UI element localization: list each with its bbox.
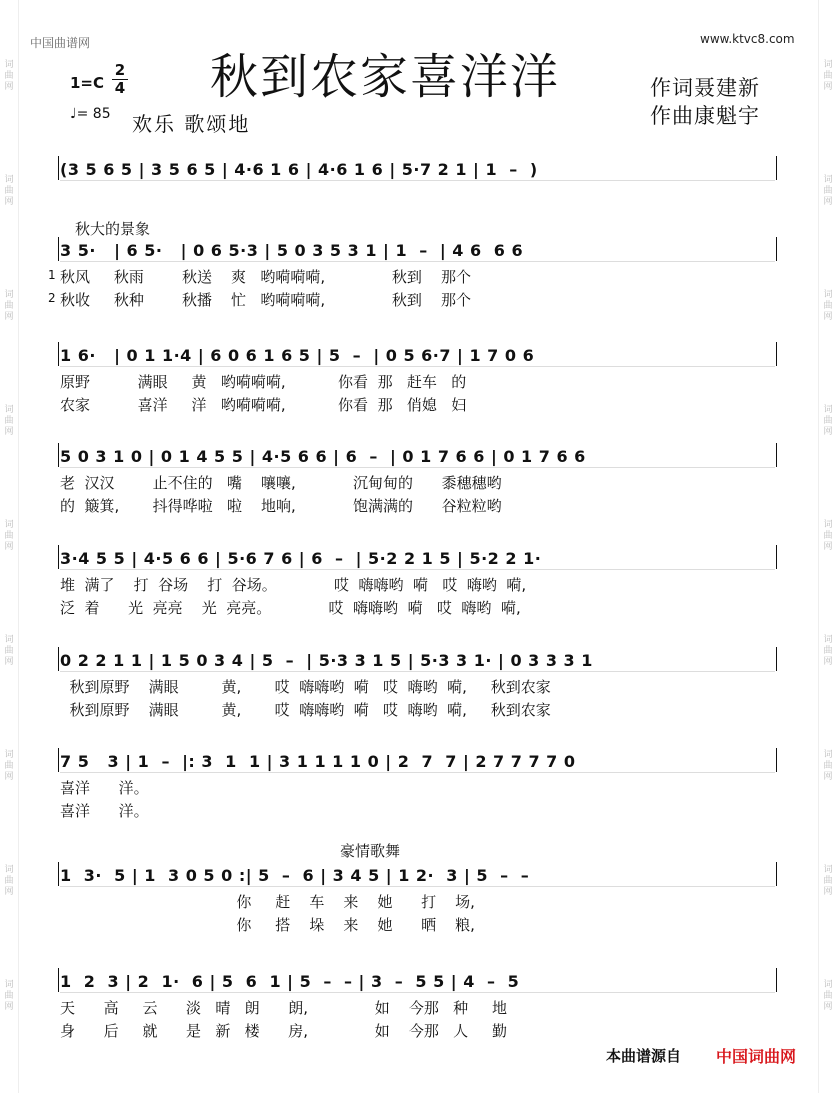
lyric-line: 堆 满了 打 谷场 打 谷场。 哎 嗨嗨哟 嗬 哎 嗨哟 嗬, <box>60 576 527 594</box>
bar-line <box>58 862 59 886</box>
time-signature <box>112 62 128 97</box>
bar-line <box>776 862 777 886</box>
margin-watermark-glyph: 曲 <box>4 416 14 426</box>
time-signature-bottom: 4 <box>114 79 126 97</box>
margin-watermark-glyph: 网 <box>4 312 14 322</box>
bar-line <box>58 968 59 992</box>
notation-line: 5 0 3 1 0 | 0 1 4 5 5 | 4·5 6 6 | 6 – | 0 1 7 6 6 | 0 1 7 6 6 <box>60 447 586 466</box>
margin-watermark-glyph: 曲 <box>4 991 14 1001</box>
lyric-line: 喜洋 洋。 <box>60 802 149 820</box>
margin-watermark-glyphs <box>3 635 15 668</box>
expression-marking: 欢乐 歌颂地 <box>132 112 251 136</box>
margin-watermark-glyph: 词 <box>4 60 14 70</box>
margin-watermark-glyph: 词 <box>823 405 833 415</box>
margin-watermark-glyph: 网 <box>4 197 14 207</box>
margin-watermark-glyph: 网 <box>4 427 14 437</box>
margin-watermark-glyph: 网 <box>823 887 833 897</box>
margin-watermark-glyphs <box>822 750 834 783</box>
system-underline <box>60 569 775 570</box>
margin-watermark-glyphs <box>3 60 15 93</box>
margin-watermark-glyph: 曲 <box>4 646 14 656</box>
margin-watermark-glyph: 词 <box>4 980 14 990</box>
margin-watermark-glyph: 词 <box>823 865 833 875</box>
lyric-line: 秋风 秋雨 秋送 爽 哟嗬嗬嗬, 秋到 那个 <box>60 268 471 286</box>
margin-watermark-glyph: 词 <box>823 60 833 70</box>
verse-number-1: 1 <box>48 268 56 282</box>
margin-watermark-glyphs <box>822 520 834 553</box>
margin-watermark-glyph: 曲 <box>823 71 833 81</box>
bar-line <box>776 443 777 467</box>
verse-number-2: 2 <box>48 291 56 305</box>
system-underline <box>60 366 775 367</box>
bar-line <box>58 647 59 671</box>
system-underline <box>60 886 775 887</box>
margin-watermark-glyph: 曲 <box>4 186 14 196</box>
margin-watermark-glyph: 词 <box>4 290 14 300</box>
margin-watermark-glyphs <box>822 60 834 93</box>
margin-watermark-glyph: 曲 <box>823 646 833 656</box>
lyric-line: 秋到原野 满眼 黄, 哎 嗨嗨哟 嗬 哎 嗨哟 嗬, 秋到农家 <box>60 678 551 696</box>
margin-watermark-glyph: 网 <box>823 542 833 552</box>
margin-watermark-glyph: 网 <box>4 887 14 897</box>
bar-line <box>58 443 59 467</box>
lyric-line: 喜洋 洋。 <box>60 779 149 797</box>
margin-watermark-glyph: 曲 <box>4 761 14 771</box>
margin-watermark-glyphs <box>822 865 834 898</box>
margin-watermark-glyph: 网 <box>823 772 833 782</box>
system-underline <box>60 261 775 262</box>
margin-watermark-glyph: 词 <box>4 750 14 760</box>
margin-watermark-glyph: 词 <box>823 175 833 185</box>
margin-watermark-glyph: 网 <box>4 1002 14 1012</box>
notation-line: 3·4 5 5 | 4·5 6 6 | 5·6 7 6 | 6 – | 5·2 2 1 5 | 5·2 2 1· <box>60 549 542 568</box>
song-title: 秋到农家喜洋洋 <box>210 49 561 105</box>
system-underline <box>60 467 775 468</box>
bar-line <box>776 156 777 180</box>
source-site-link[interactable]: 中国词曲网 <box>716 1047 797 1066</box>
margin-watermark-glyph: 曲 <box>823 761 833 771</box>
chorus-section-label: 豪情歌舞 <box>340 842 401 860</box>
margin-watermark-glyph: 网 <box>823 1002 833 1012</box>
bar-line <box>58 545 59 569</box>
time-signature-top: 2 <box>114 61 126 79</box>
bar-line <box>776 647 777 671</box>
system-underline <box>60 671 775 672</box>
margin-watermark-glyph: 曲 <box>4 301 14 311</box>
bar-line <box>58 237 59 261</box>
lyric-line: 天 高 云 淡 晴 朗 朗, 如 今那 种 地 <box>60 999 508 1017</box>
lyric-line: 老 汉汉 止不住的 嘴 嚷嚷, 沉甸甸的 黍穗穗哟 <box>60 474 502 492</box>
margin-watermark-glyph: 曲 <box>823 301 833 311</box>
margin-watermark-glyph: 曲 <box>4 71 14 81</box>
lyric-line: 泛 着 光 亮亮 光 亮亮。 哎 嗨嗨哟 嗬 哎 嗨哟 嗬, <box>60 599 521 617</box>
bar-line <box>776 748 777 772</box>
margin-watermark-glyphs <box>3 405 15 438</box>
margin-watermark-glyphs <box>3 750 15 783</box>
lyric-line: 你 赶 车 来 她 打 场, <box>60 893 475 911</box>
margin-watermark-glyph: 词 <box>4 520 14 530</box>
margin-watermark-glyph: 曲 <box>823 876 833 886</box>
lyric-line: 农家 喜洋 洋 哟嗬嗬嗬, 你看 那 俏媳 妇 <box>60 396 467 414</box>
margin-watermark-glyph: 词 <box>823 290 833 300</box>
margin-watermark-glyph: 网 <box>823 82 833 92</box>
margin-watermark-glyph: 网 <box>823 427 833 437</box>
bar-line <box>776 342 777 366</box>
bar-line <box>58 748 59 772</box>
lyric-line: 原野 满眼 黄 哟嗬嗬嗬, 你看 那 赶车 的 <box>60 373 467 391</box>
lyric-line: 身 后 就 是 新 楼 房, 如 今那 人 勤 <box>60 1022 508 1040</box>
site-url[interactable]: www.ktvc8.com <box>700 32 795 46</box>
lyric-line: 秋到原野 满眼 黄, 哎 嗨嗨哟 嗬 哎 嗨哟 嗬, 秋到农家 <box>60 701 551 719</box>
margin-watermark-glyphs <box>822 290 834 323</box>
margin-watermark-glyphs <box>822 980 834 1013</box>
margin-watermark-glyph: 曲 <box>823 186 833 196</box>
notation-line: (3 5 6 5 | 3 5 6 5 | 4·6 1 6 | 4·6 1 6 | 5·7 2 1 | 1 – ) <box>60 160 538 179</box>
margin-watermark-glyphs <box>822 635 834 668</box>
lyric-line: 你 搭 垛 来 她 晒 粮, <box>60 916 475 934</box>
margin-watermark-glyph: 网 <box>823 197 833 207</box>
margin-watermark-glyphs <box>822 175 834 208</box>
system-underline <box>60 992 775 993</box>
margin-watermark-glyph: 曲 <box>4 531 14 541</box>
lyric-line: 秋收 秋种 秋播 忙 哟嗬嗬嗬, 秋到 那个 <box>60 291 471 309</box>
bar-line <box>776 545 777 569</box>
lyricist-credit: 作词聂建新 <box>650 76 760 100</box>
bar-line <box>58 342 59 366</box>
margin-watermark-glyph: 网 <box>823 657 833 667</box>
margin-watermark-glyph: 网 <box>4 82 14 92</box>
margin-watermark-glyph: 曲 <box>823 531 833 541</box>
verse-section-label: 秋大的景象 <box>75 220 151 238</box>
margin-watermark-glyphs <box>3 290 15 323</box>
margin-watermark-glyph: 词 <box>4 865 14 875</box>
tempo-marking: ♩= 85 <box>70 106 111 122</box>
margin-watermark-glyph: 词 <box>4 405 14 415</box>
bar-line <box>776 968 777 992</box>
margin-watermark-glyphs <box>3 865 15 898</box>
margin-watermark-glyph: 词 <box>4 635 14 645</box>
bar-line <box>776 237 777 261</box>
margin-watermark-glyphs <box>822 405 834 438</box>
margin-watermark-glyph: 词 <box>823 750 833 760</box>
key-signature: 1=C <box>70 74 105 92</box>
notation-line: 3 5· | 6 5· | 0 6 5·3 | 5 0 3 5 3 1 | 1 – | 4 6 6 6 <box>60 241 524 260</box>
margin-watermark-glyph: 词 <box>823 635 833 645</box>
margin-watermark-glyph: 网 <box>4 657 14 667</box>
margin-watermark-glyphs <box>3 520 15 553</box>
system-underline <box>60 180 775 181</box>
margin-watermark-glyph: 词 <box>823 980 833 990</box>
margin-watermark-glyph: 词 <box>823 520 833 530</box>
margin-watermark-glyph: 曲 <box>4 876 14 886</box>
margin-watermark-glyphs <box>3 175 15 208</box>
margin-watermark-glyph: 网 <box>4 772 14 782</box>
composer-credit: 作曲康魁宇 <box>650 104 760 128</box>
source-label: 本曲谱源自 <box>606 1047 682 1065</box>
system-underline <box>60 772 775 773</box>
notation-line: 0 2 2 1 1 | 1 5 0 3 4 | 5 – | 5·3 3 1 5 | 5·3 3 1· | 0 3 3 3 1 <box>60 651 593 670</box>
margin-watermark-glyphs <box>3 980 15 1013</box>
notation-line: 1 6· | 0 1 1·4 | 6 0 6 1 6 5 | 5 – | 0 5 6·7 | 1 7 0 6 <box>60 346 535 365</box>
notation-line: 1 2 3 | 2 1· 6 | 5 6 1 | 5 – – | 3 – 5 5 | 4 – 5 <box>60 972 520 991</box>
notation-line: 7 5 3 | 1 – |: 3 1 1 | 3 1 1 1 1 0 | 2 7 7 | 2 7 7 7 7 0 <box>60 752 576 771</box>
margin-watermark-glyph: 曲 <box>823 991 833 1001</box>
lyric-line: 的 簸箕, 抖得哗啦 啦 地响, 饱满满的 谷粒粒哟 <box>60 497 502 515</box>
bar-line <box>58 156 59 180</box>
notation-line: 1 3· 5 | 1 3 0 5 0 :| 5 – 6 | 3 4 5 | 1 2· 3 | 5 – – <box>60 866 530 885</box>
margin-watermark-glyph: 曲 <box>823 416 833 426</box>
site-watermark-left: 中国曲谱网 <box>30 36 91 50</box>
margin-watermark-glyph: 网 <box>4 542 14 552</box>
margin-watermark-glyph: 词 <box>4 175 14 185</box>
margin-watermark-glyph: 网 <box>823 312 833 322</box>
